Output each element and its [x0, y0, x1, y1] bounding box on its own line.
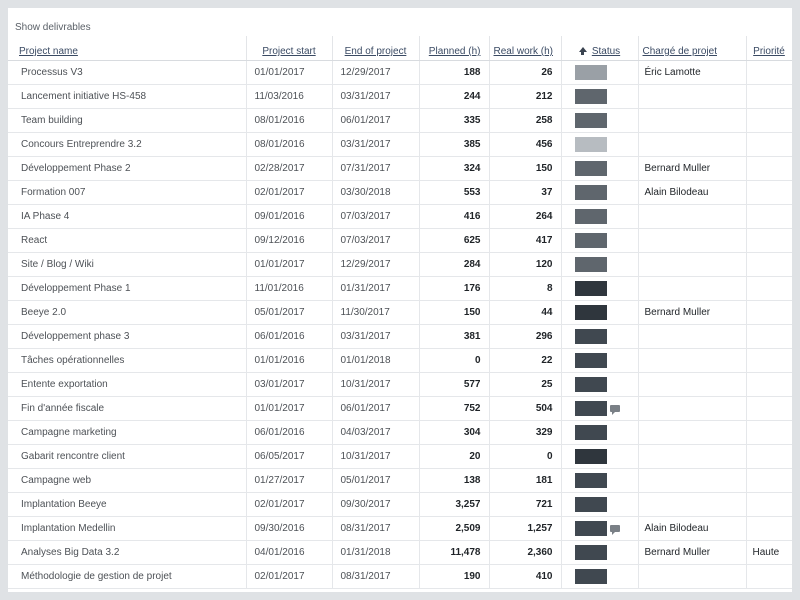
status-bar [575, 257, 607, 272]
table-row[interactable] [8, 517, 792, 541]
planned-hours-cell: 2,509 [419, 517, 489, 541]
project-end-cell: 12/29/2017 [332, 253, 419, 277]
real-work-cell: 8 [489, 277, 561, 301]
project-start-cell: 08/01/2016 [246, 133, 332, 157]
priority-cell [746, 277, 792, 301]
real-work-cell: 721 [489, 493, 561, 517]
status-cell [561, 109, 638, 133]
project-start-cell: 02/01/2017 [246, 565, 332, 589]
priority-cell [746, 85, 792, 109]
project-manager-cell [638, 253, 746, 277]
project-end-cell: 07/31/2017 [332, 157, 419, 181]
status-bar [575, 329, 607, 344]
table-row[interactable] [8, 181, 792, 205]
project-manager-cell [638, 373, 746, 397]
real-work-cell: 212 [489, 85, 561, 109]
priority-cell [746, 445, 792, 469]
project-manager-cell: Bernard Muller [638, 541, 746, 565]
project-end-cell: 03/31/2017 [332, 325, 419, 349]
planned-hours-cell: 284 [419, 253, 489, 277]
column-header-status-label: Status [591, 46, 621, 57]
project-name-cell: Entente exportation [8, 373, 246, 397]
planned-hours-cell: 20 [419, 445, 489, 469]
status-bar [575, 353, 607, 368]
planned-hours-cell: 11,478 [419, 541, 489, 565]
project-end-cell: 10/31/2017 [332, 373, 419, 397]
project-name-cell: Fin d'année fiscale [8, 397, 246, 421]
status-bar [575, 401, 607, 416]
table-row[interactable] [8, 277, 792, 301]
priority-cell [746, 229, 792, 253]
project-name-cell: Implantation Beeye [8, 493, 246, 517]
planned-hours-cell: 625 [419, 229, 489, 253]
project-name-cell: Développement Phase 1 [8, 277, 246, 301]
project-name-cell: Campagne web [8, 469, 246, 493]
priority-cell [746, 421, 792, 445]
real-work-cell: 329 [489, 421, 561, 445]
project-name-cell: Beeye 2.0 [8, 301, 246, 325]
table-row[interactable] [8, 349, 792, 373]
planned-hours-cell: 416 [419, 205, 489, 229]
planned-hours-cell: 553 [419, 181, 489, 205]
status-bar [575, 137, 607, 152]
project-manager-cell [638, 133, 746, 157]
project-end-cell: 05/01/2017 [332, 469, 419, 493]
project-start-cell: 05/01/2017 [246, 301, 332, 325]
project-start-cell: 11/01/2016 [246, 277, 332, 301]
project-end-cell: 01/01/2018 [332, 349, 419, 373]
table-row[interactable] [8, 109, 792, 133]
project-start-cell: 06/01/2016 [246, 421, 332, 445]
real-work-cell: 25 [489, 373, 561, 397]
priority-cell [746, 325, 792, 349]
priority-cell [746, 493, 792, 517]
planned-hours-cell: 176 [419, 277, 489, 301]
status-cell [561, 133, 638, 157]
project-manager-cell [638, 445, 746, 469]
project-end-cell: 03/31/2017 [332, 85, 419, 109]
status-cell [561, 397, 638, 421]
status-bar [575, 497, 607, 512]
table-row[interactable] [8, 325, 792, 349]
status-bar [575, 89, 607, 104]
status-cell [561, 157, 638, 181]
status-cell [561, 229, 638, 253]
sort-up-icon [579, 47, 587, 52]
planned-hours-cell: 188 [419, 61, 489, 85]
project-name-cell: Analyses Big Data 3.2 [8, 541, 246, 565]
status-bar [575, 305, 607, 320]
real-work-cell: 410 [489, 565, 561, 589]
priority-cell [746, 565, 792, 589]
project-start-cell: 01/01/2016 [246, 349, 332, 373]
status-bar [575, 185, 607, 200]
table-row[interactable] [8, 253, 792, 277]
project-manager-cell [638, 469, 746, 493]
status-cell [561, 349, 638, 373]
status-cell [561, 565, 638, 589]
project-manager-cell [638, 421, 746, 445]
column-header-end-of-project[interactable]: End of project [332, 36, 419, 61]
project-manager-cell [638, 109, 746, 133]
column-header-planned[interactable]: Planned (h) [419, 36, 489, 61]
real-work-cell: 120 [489, 253, 561, 277]
status-bar [575, 161, 607, 176]
priority-cell [746, 469, 792, 493]
projects-panel [8, 8, 792, 592]
project-end-cell: 08/31/2017 [332, 565, 419, 589]
project-name-cell: Gabarit rencontre client [8, 445, 246, 469]
planned-hours-cell: 577 [419, 373, 489, 397]
project-name-cell: Méthodologie de gestion de projet [8, 565, 246, 589]
real-work-cell: 258 [489, 109, 561, 133]
status-bar [575, 65, 607, 80]
real-work-cell: 44 [489, 301, 561, 325]
project-manager-cell [638, 325, 746, 349]
table-row[interactable] [8, 565, 792, 589]
table-row[interactable] [8, 229, 792, 253]
table-row[interactable] [8, 157, 792, 181]
status-bar [575, 281, 607, 296]
column-header-project-name[interactable]: Project name [8, 36, 246, 61]
column-header-status[interactable] [561, 36, 638, 61]
priority-cell: Haute [746, 541, 792, 565]
real-work-cell: 181 [489, 469, 561, 493]
project-start-cell: 11/03/2016 [246, 85, 332, 109]
project-name-cell: React [8, 229, 246, 253]
priority-cell [746, 373, 792, 397]
planned-hours-cell: 324 [419, 157, 489, 181]
status-cell [561, 517, 638, 541]
project-manager-cell [638, 229, 746, 253]
project-manager-cell [638, 493, 746, 517]
project-start-cell: 08/01/2016 [246, 109, 332, 133]
project-manager-cell: Alain Bilodeau [638, 181, 746, 205]
status-cell [561, 469, 638, 493]
priority-cell [746, 109, 792, 133]
project-manager-cell [638, 277, 746, 301]
project-manager-cell: Bernard Muller [638, 157, 746, 181]
real-work-cell: 264 [489, 205, 561, 229]
planned-hours-cell: 0 [419, 349, 489, 373]
status-bar [575, 545, 607, 560]
table-row[interactable] [8, 205, 792, 229]
status-cell [561, 205, 638, 229]
project-start-cell: 01/27/2017 [246, 469, 332, 493]
project-name-cell: Processus V3 [8, 61, 246, 85]
status-bar [575, 377, 607, 392]
table-row[interactable] [8, 541, 792, 565]
table-row[interactable] [8, 397, 792, 421]
project-end-cell: 07/03/2017 [332, 205, 419, 229]
column-header-charge-de-projet[interactable]: Chargé de projet [638, 36, 746, 61]
table-row[interactable] [8, 445, 792, 469]
table-row[interactable] [8, 469, 792, 493]
real-work-cell: 150 [489, 157, 561, 181]
table-row[interactable] [8, 61, 792, 85]
project-start-cell: 03/01/2017 [246, 373, 332, 397]
project-end-cell: 11/30/2017 [332, 301, 419, 325]
project-end-cell: 01/31/2017 [332, 277, 419, 301]
project-start-cell: 01/01/2017 [246, 253, 332, 277]
real-work-cell: 456 [489, 133, 561, 157]
project-start-cell: 01/01/2017 [246, 397, 332, 421]
planned-hours-cell: 138 [419, 469, 489, 493]
priority-cell [746, 397, 792, 421]
project-start-cell: 02/28/2017 [246, 157, 332, 181]
project-manager-cell: Bernard Muller [638, 301, 746, 325]
project-end-cell: 01/31/2018 [332, 541, 419, 565]
column-header-priorite[interactable]: Priorité [746, 36, 792, 61]
project-name-cell: IA Phase 4 [8, 205, 246, 229]
project-start-cell: 02/01/2017 [246, 493, 332, 517]
real-work-cell: 0 [489, 445, 561, 469]
project-manager-cell [638, 349, 746, 373]
project-start-cell: 09/12/2016 [246, 229, 332, 253]
project-end-cell: 06/01/2017 [332, 109, 419, 133]
project-end-cell: 07/03/2017 [332, 229, 419, 253]
real-work-cell: 26 [489, 61, 561, 85]
priority-cell [746, 133, 792, 157]
table-row[interactable] [8, 133, 792, 157]
table-row[interactable] [8, 421, 792, 445]
project-name-cell: Site / Blog / Wiki [8, 253, 246, 277]
status-cell [561, 85, 638, 109]
table-row[interactable] [8, 493, 792, 517]
project-start-cell: 06/05/2017 [246, 445, 332, 469]
planned-hours-cell: 244 [419, 85, 489, 109]
real-work-cell: 37 [489, 181, 561, 205]
project-end-cell: 09/30/2017 [332, 493, 419, 517]
real-work-cell: 296 [489, 325, 561, 349]
project-start-cell: 09/01/2016 [246, 205, 332, 229]
priority-cell [746, 61, 792, 85]
planned-hours-cell: 3,257 [419, 493, 489, 517]
project-start-cell: 02/01/2017 [246, 181, 332, 205]
project-name-cell: Développement Phase 2 [8, 157, 246, 181]
status-cell [561, 493, 638, 517]
planned-hours-cell: 385 [419, 133, 489, 157]
table-row[interactable] [8, 85, 792, 109]
table-row[interactable] [8, 301, 792, 325]
status-cell [561, 277, 638, 301]
priority-cell [746, 205, 792, 229]
project-start-cell: 01/01/2017 [246, 61, 332, 85]
project-name-cell: Formation 007 [8, 181, 246, 205]
project-end-cell: 03/30/2018 [332, 181, 419, 205]
status-bar [575, 425, 607, 440]
project-end-cell: 06/01/2017 [332, 397, 419, 421]
project-name-cell: Team building [8, 109, 246, 133]
status-cell [561, 325, 638, 349]
status-cell [561, 253, 638, 277]
table-header-row [8, 36, 792, 61]
project-manager-cell: Alain Bilodeau [638, 517, 746, 541]
project-name-cell: Tâches opérationnelles [8, 349, 246, 373]
comment-icon[interactable] [610, 405, 620, 412]
priority-cell [746, 157, 792, 181]
status-bar [575, 473, 607, 488]
project-end-cell: 12/29/2017 [332, 61, 419, 85]
priority-cell [746, 181, 792, 205]
project-manager-cell [638, 397, 746, 421]
real-work-cell: 2,360 [489, 541, 561, 565]
real-work-cell: 504 [489, 397, 561, 421]
status-cell [561, 61, 638, 85]
planned-hours-cell: 190 [419, 565, 489, 589]
project-name-cell: Développement phase 3 [8, 325, 246, 349]
project-start-cell: 06/01/2016 [246, 325, 332, 349]
project-start-cell: 04/01/2016 [246, 541, 332, 565]
column-header-real-work[interactable]: Real work (h) [489, 36, 561, 61]
status-cell [561, 301, 638, 325]
status-cell [561, 541, 638, 565]
planned-hours-cell: 381 [419, 325, 489, 349]
projects-table [8, 36, 792, 589]
planned-hours-cell: 150 [419, 301, 489, 325]
real-work-cell: 22 [489, 349, 561, 373]
status-bar [575, 569, 607, 584]
status-cell [561, 181, 638, 205]
project-name-cell: Concours Entreprendre 3.2 [8, 133, 246, 157]
project-name-cell: Campagne marketing [8, 421, 246, 445]
table-row[interactable] [8, 373, 792, 397]
project-manager-cell [638, 565, 746, 589]
project-end-cell: 08/31/2017 [332, 517, 419, 541]
project-manager-cell: Éric Lamotte [638, 61, 746, 85]
status-bar [575, 233, 607, 248]
planned-hours-cell: 335 [419, 109, 489, 133]
status-bar [575, 113, 607, 128]
column-header-project-start[interactable]: Project start [246, 36, 332, 61]
project-start-cell: 09/30/2016 [246, 517, 332, 541]
status-bar [575, 521, 607, 536]
status-cell [561, 445, 638, 469]
status-cell [561, 421, 638, 445]
real-work-cell: 1,257 [489, 517, 561, 541]
project-name-cell: Implantation Medellin [8, 517, 246, 541]
status-bar [575, 449, 607, 464]
project-end-cell: 10/31/2017 [332, 445, 419, 469]
priority-cell [746, 517, 792, 541]
priority-cell [746, 253, 792, 277]
priority-cell [746, 301, 792, 325]
show-deliverables-toggle[interactable]: Show delivrables [15, 22, 91, 33]
planned-hours-cell: 752 [419, 397, 489, 421]
planned-hours-cell: 304 [419, 421, 489, 445]
real-work-cell: 417 [489, 229, 561, 253]
project-end-cell: 04/03/2017 [332, 421, 419, 445]
priority-cell [746, 349, 792, 373]
project-manager-cell [638, 85, 746, 109]
comment-icon[interactable] [610, 525, 620, 532]
project-end-cell: 03/31/2017 [332, 133, 419, 157]
status-cell [561, 373, 638, 397]
status-bar [575, 209, 607, 224]
project-manager-cell [638, 205, 746, 229]
project-name-cell: Lancement initiative HS-458 [8, 85, 246, 109]
